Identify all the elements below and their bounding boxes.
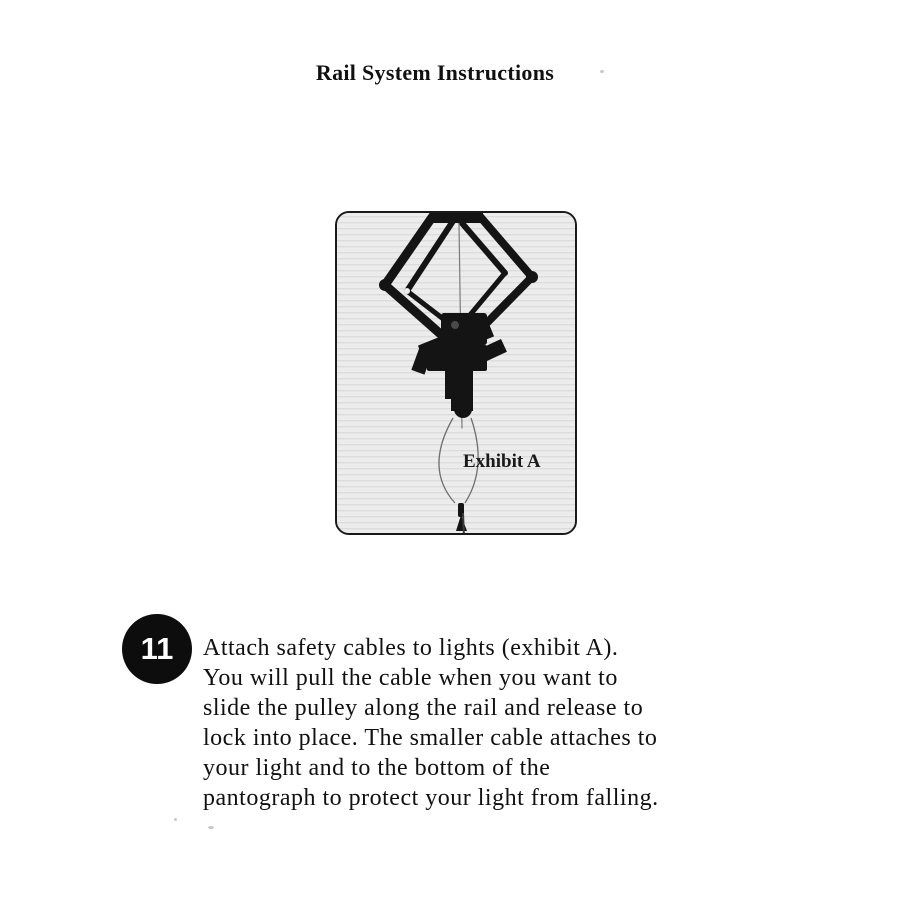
instruction-line: Attach safety cables to lights (exhibit A). bbox=[203, 635, 619, 661]
step-instructions bbox=[203, 633, 803, 813]
exhibit-a-image bbox=[335, 211, 577, 535]
page-title: Rail System Instructions bbox=[315, 60, 555, 85]
exhibit-label: Exhibit A bbox=[463, 451, 541, 472]
pantograph-illustration bbox=[337, 213, 577, 535]
instruction-line: lock into place. The smaller cable attaches to bbox=[203, 725, 658, 751]
scan-speck bbox=[174, 818, 177, 821]
instruction-line: You will pull the cable when you want to bbox=[203, 665, 618, 691]
instruction-line: slide the pulley along the rail and release to bbox=[203, 695, 644, 721]
instruction-line: your light and to the bottom of the bbox=[203, 755, 551, 781]
instruction-line: pantograph to protect your light from falling. bbox=[203, 785, 659, 811]
step-number-badge: 11 bbox=[122, 614, 192, 684]
scan-speck bbox=[600, 70, 604, 73]
scan-speck bbox=[208, 826, 214, 829]
